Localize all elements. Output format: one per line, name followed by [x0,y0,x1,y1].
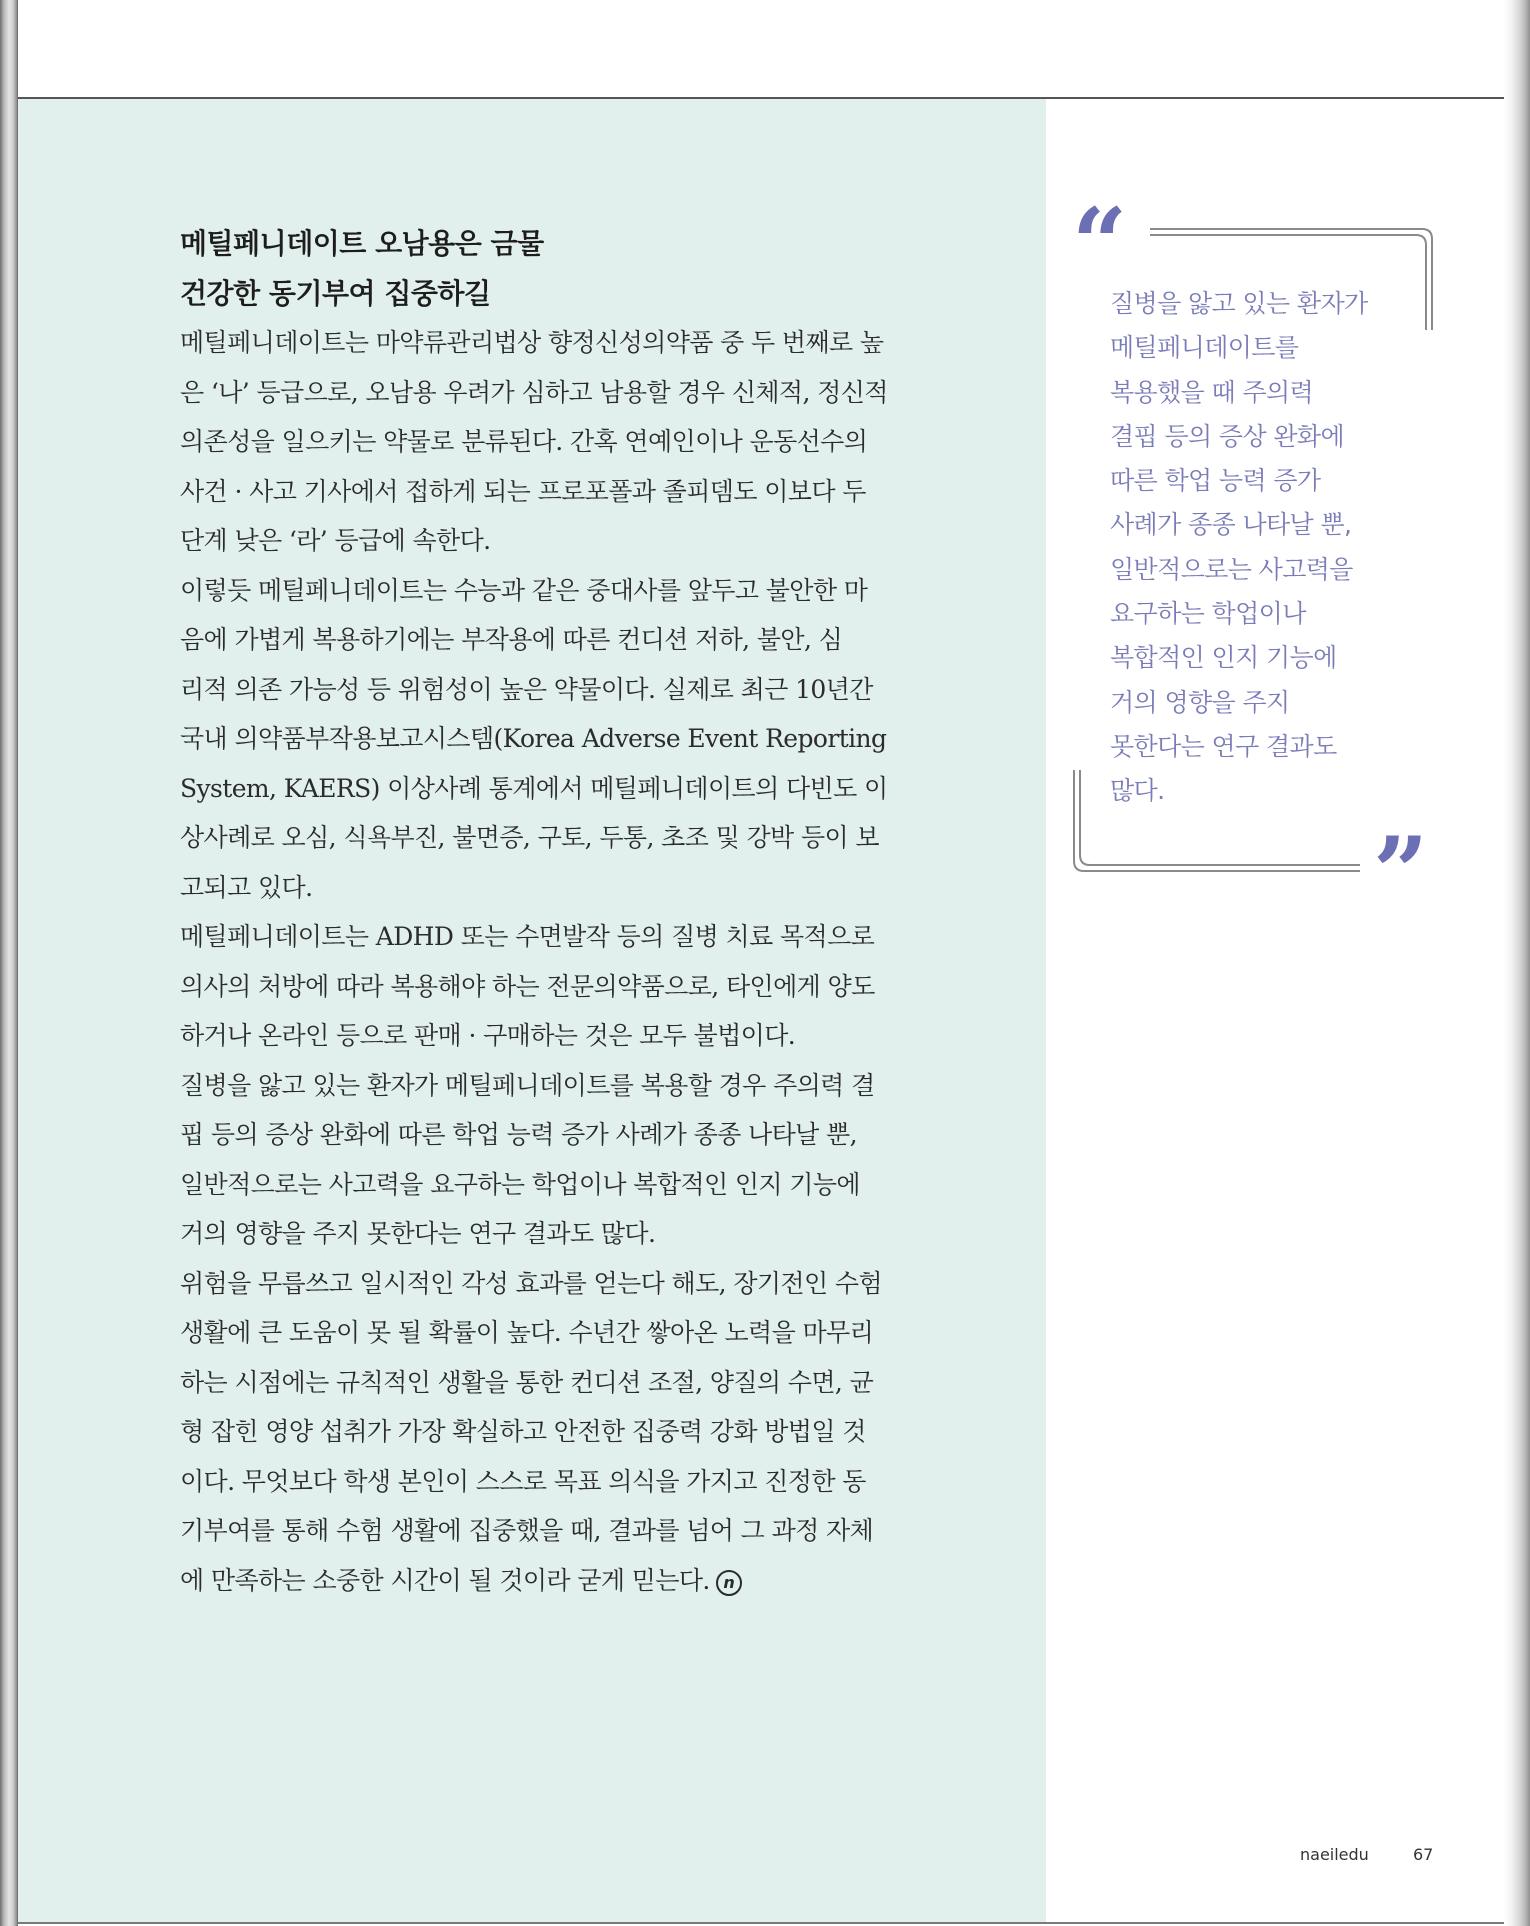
paragraph-5 [180,1259,920,1606]
quote-line: 복용했을 때 주의력 [1110,377,1314,407]
quote-line: 요구하는 학업이나 [1110,599,1306,629]
body-line: 의존성을 일으키는 약물로 분류된다. 간혹 연예인이나 운동선수의 [180,427,868,456]
quote-line: 결핍 등의 증상 완화에 [1110,421,1344,451]
page-curl-edge [1504,0,1530,1926]
quote-line: 메틸페니데이트를 [1110,333,1299,363]
body-line [180,1556,920,1606]
body-line: 메틸페니데이트는 ADHD 또는 수면발작 등의 질병 치료 목적으로 [180,922,875,951]
page-number: 67 [1413,1845,1434,1864]
body-line: 사건 · 사고 기사에서 접하게 되는 프로포폴과 졸피뎀도 이보다 두 [180,476,866,506]
body-line: 단계 낮은 ‘라’ 등급에 속한다. [180,526,491,555]
article-body [180,318,920,1605]
body-line: 핍 등의 증상 완화에 따른 학업 능력 증가 사례가 종종 나타날 뿐, [180,1120,857,1149]
body-line: 이렇듯 메틸페니데이트는 수능과 같은 중대사를 앞두고 불안한 마 [180,575,868,605]
quote-line: 일반적으로는 사고력을 [1110,554,1353,584]
body-line: 하는 시점에는 규칙적인 생활을 통한 컨디션 조절, 양질의 수면, 균 [180,1367,874,1397]
body-line: 형 잡힌 영양 섭취가 가장 확실하고 안전한 집중력 강화 방법일 것 [180,1417,866,1446]
body-line: 국내 의약품부작용보고시스템(Korea Adverse Event Reporting [180,724,887,753]
body-line-text: 에 만족하는 소중한 시간이 될 것이라 굳게 믿는다. [180,1565,710,1595]
body-line: 질병을 앓고 있는 환자가 메틸페니데이트를 복용할 경우 주의력 결 [180,1070,875,1100]
body-line: 은 ‘나’ 등급으로, 오남용 우려가 심하고 남용할 경우 신체적, 정신적 [180,377,888,407]
article-heading-line2: 건강한 동기부여 집중하길 [180,277,491,310]
paragraph-1 [180,318,920,566]
body-line: 이다. 무엇보다 학생 본인이 스스로 목표 의식을 가지고 진정한 동 [180,1466,866,1496]
footer-brand: naeiledu [1300,1845,1369,1864]
body-line: 일반적으로는 사고력을 요구하는 학업이나 복합적인 인지 기능에 [180,1169,860,1199]
body-line: 메틸페니데이트는 마약류관리법상 향정신성의약품 중 두 번째로 높 [180,328,884,357]
body-line: 거의 영향을 주지 못한다는 연구 결과도 많다. [180,1219,656,1248]
quote-line: 못한다는 연구 결과도 [1110,731,1337,761]
body-line: 위험을 무릅쓰고 일시적인 각성 효과를 얻는다 해도, 장기전인 수험 [180,1268,882,1298]
quote-line: 복합적인 인지 기능에 [1110,643,1337,673]
body-line: 상사례로 오심, 식욕부진, 불면증, 구토, 두통, 초조 및 강박 등이 보 [180,823,879,852]
body-line: 생활에 큰 도움이 못 될 확률이 높다. 수년간 쌓아온 노력을 마무리 [180,1318,874,1347]
end-mark-icon: n [716,1570,742,1596]
article-heading-line1: 메틸페니데이트 오남용은 금물 [180,227,544,260]
paragraph-2 [180,566,920,913]
paragraph-4 [180,1061,920,1259]
quote-line: 질병을 앓고 있는 환자가 [1110,289,1368,318]
quote-line: 거의 영향을 주지 [1110,687,1290,717]
open-quote-icon: “ [1072,187,1128,300]
quote-line: 따른 학업 능력 증가 [1110,466,1321,496]
body-line: 음에 가볍게 복용하기에는 부작용에 따른 컨디션 저하, 불안, 심 [180,625,843,654]
pull-quote-text [1110,282,1430,814]
body-line: 리적 의존 가능성 등 위험성이 높은 약물이다. 실제로 최근 10년간 [180,674,873,704]
close-quote-icon: ” [1373,816,1429,929]
paragraph-3 [180,912,920,1061]
page-binding-edge [0,0,18,1926]
body-line: 고되고 있다. [180,872,313,902]
body-line: 의사의 처방에 따라 복용해야 하는 전문의약품으로, 타인에게 양도 [180,971,875,1001]
body-line: 하거나 온라인 등으로 판매 · 구매하는 것은 모두 불법이다. [180,1021,796,1050]
quote-line: 많다. [1110,776,1165,806]
quote-line: 사례가 종종 나타날 뿐, [1110,510,1352,540]
bottom-rule [18,1922,1504,1924]
body-line: System, KAERS) 이상사례 통계에서 메틸페니데이트의 다빈도 이 [180,773,888,803]
body-line: 기부여를 통해 수험 생활에 집중했을 때, 결과를 넘어 그 과정 자체 [180,1516,874,1545]
